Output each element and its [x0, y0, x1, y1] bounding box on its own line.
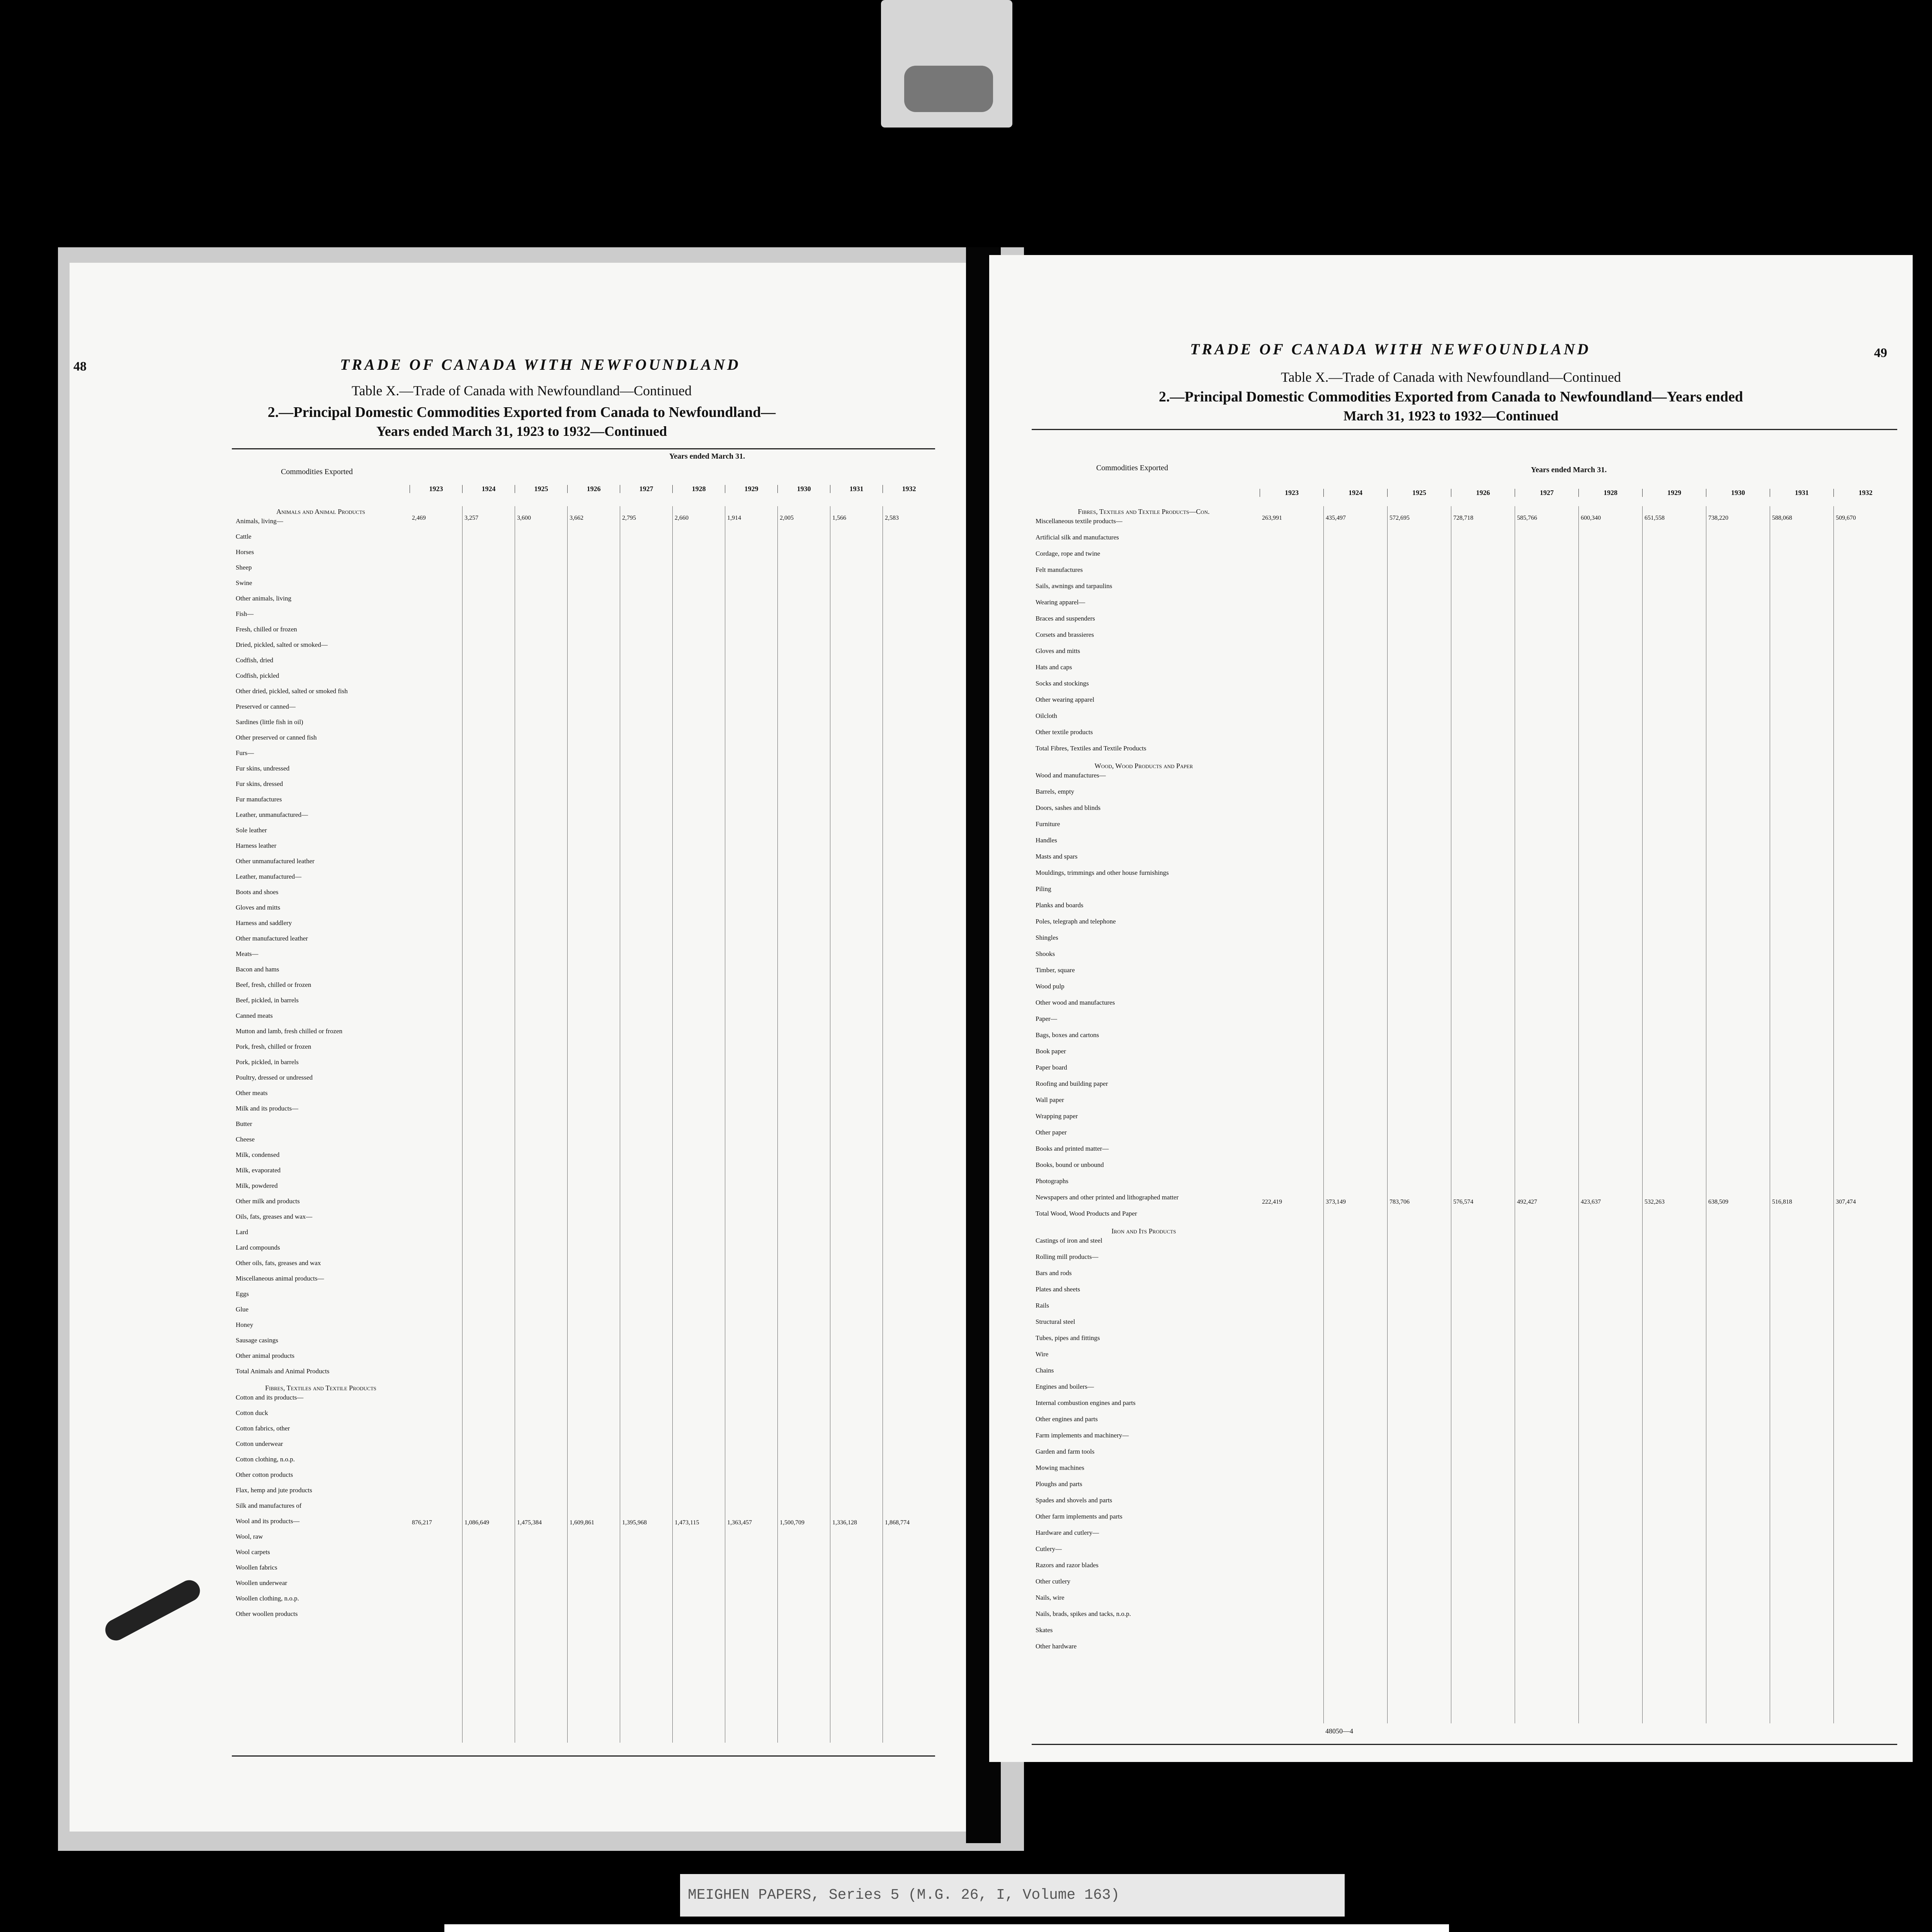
- table-row-label: Photographs: [1036, 1177, 1068, 1185]
- table-cell: 783,706: [1389, 1199, 1410, 1205]
- table-row-label: Horses: [236, 548, 254, 556]
- archive-label: MEIGHEN PAPERS, Series 5 (M.G. 26, I, Volume 163): [680, 1874, 1345, 1917]
- table-cell: 509,670: [1836, 515, 1856, 521]
- table-row-label: Miscellaneous textile products—: [1036, 517, 1122, 525]
- table-row-label: Beef, fresh, chilled or frozen: [236, 981, 311, 988]
- subtitle-left-1: 2.—Principal Domestic Commodities Exported from Canada to Newfoundland—: [267, 404, 776, 420]
- table-row-label: Nails, wire: [1036, 1594, 1065, 1601]
- archives-stamp-card: [444, 1924, 1449, 1932]
- table-row-label: Artificial silk and manufactures: [1036, 534, 1119, 541]
- year-header: 1929: [725, 485, 777, 493]
- table-row-label: Cotton underwear: [236, 1440, 283, 1447]
- year-header: 1932: [883, 485, 935, 493]
- table-row-label: Harness and saddlery: [236, 919, 292, 927]
- year-header: 1928: [672, 485, 725, 493]
- table-title-left: Table X.—Trade of Canada with Newfoundland—Continued: [352, 383, 692, 398]
- table-row-label: Razors and razor blades: [1036, 1561, 1099, 1569]
- table-cell: 307,474: [1836, 1199, 1856, 1205]
- table-cell: 585,766: [1517, 515, 1537, 521]
- table-row-label: Woollen underwear: [236, 1579, 287, 1587]
- table-row-label: Piling: [1036, 885, 1051, 893]
- table-row-label: Milk, powdered: [236, 1182, 278, 1189]
- binder-clip-hole: [904, 66, 993, 112]
- table-row-label: Woollen clothing, n.o.p.: [236, 1595, 299, 1602]
- table-row-label: Other cutlery: [1036, 1578, 1071, 1585]
- column-rule: [1578, 506, 1579, 1723]
- table-row-label: Boots and shoes: [236, 888, 279, 896]
- table-row-label: Other engines and parts: [1036, 1415, 1098, 1423]
- table-row-label: Book paper: [1036, 1048, 1066, 1055]
- table-row-label: Other farm implements and parts: [1036, 1513, 1122, 1520]
- table-row-label: Felt manufactures: [1036, 566, 1083, 573]
- table-row-label: Paper board: [1036, 1064, 1067, 1071]
- table-row-label: Corsets and brassieres: [1036, 631, 1094, 638]
- table-row-label: Shingles: [1036, 934, 1058, 941]
- table-row-label: Oils, fats, greases and wax—: [236, 1213, 313, 1220]
- table-cell: 2,795: [622, 515, 636, 521]
- year-header: 1923: [410, 485, 462, 493]
- year-header: 1929: [1642, 489, 1706, 497]
- table-row-label: Cheese: [236, 1136, 255, 1143]
- table-row-label: Codfish, dried: [236, 656, 274, 664]
- table-row-label: Codfish, pickled: [236, 672, 279, 679]
- table-row-label: Poultry, dressed or undressed: [236, 1074, 313, 1081]
- table-row-label: Timber, square: [1036, 966, 1075, 974]
- table-row-label: Mowing machines: [1036, 1464, 1085, 1471]
- table-row-label: Cotton fabrics, other: [236, 1425, 290, 1432]
- table-row-label: Fur skins, dressed: [236, 780, 283, 787]
- table-row-label: Wire: [1036, 1350, 1049, 1358]
- year-header: 1926: [567, 485, 620, 493]
- table-row-label: Newspapers and other printed and lithographed matter: [1036, 1194, 1179, 1201]
- table-cell: 600,340: [1581, 515, 1601, 521]
- table-cell: 1,475,384: [517, 1519, 542, 1526]
- table-cell: 532,263: [1645, 1199, 1665, 1205]
- table-row-label: Other hardware: [1036, 1643, 1077, 1650]
- year-header: 1924: [462, 485, 515, 493]
- table-row-label: Pork, fresh, chilled or frozen: [236, 1043, 311, 1050]
- table-row-label: Castings of iron and steel: [1036, 1237, 1102, 1244]
- subtitle-right-2: March 31, 1923 to 1932—Continued: [1343, 408, 1559, 423]
- table-cell: 263,991: [1262, 515, 1282, 521]
- table-row-label: Other manufactured leather: [236, 935, 308, 942]
- table-row-label: Beef, pickled, in barrels: [236, 997, 299, 1004]
- numeric-grid-left: [410, 506, 935, 1743]
- left-page: [70, 263, 974, 1832]
- table-row-label: Dried, pickled, salted or smoked—: [236, 641, 328, 648]
- table-row-label: Milk, evaporated: [236, 1167, 281, 1174]
- table-row-label: Other textile products: [1036, 728, 1093, 736]
- table-row-label: Mouldings, trimmings and other house furnishings: [1036, 869, 1169, 876]
- year-header: 1923: [1260, 489, 1323, 497]
- table-row-label: Braces and suspenders: [1036, 615, 1095, 622]
- table-row-label: Structural steel: [1036, 1318, 1075, 1325]
- table-cell: 1,363,457: [727, 1519, 752, 1526]
- table-row-label: Nails, brads, spikes and tacks, n.o.p.: [1036, 1610, 1131, 1617]
- table-row-label: Cotton clothing, n.o.p.: [236, 1456, 295, 1463]
- table-row-label: Wool, raw: [236, 1533, 263, 1540]
- year-header: 1928: [1578, 489, 1642, 497]
- table-row-label: Paper—: [1036, 1015, 1057, 1022]
- table-row-label: Woollen fabrics: [236, 1564, 277, 1571]
- table-row-label: Other cotton products: [236, 1471, 293, 1478]
- table-row-label: Plates and sheets: [1036, 1286, 1080, 1293]
- table-row-label: Rails: [1036, 1302, 1049, 1309]
- table-row-label: Bars and rods: [1036, 1269, 1072, 1277]
- table-row-label: Total Fibres, Textiles and Textile Products: [1036, 745, 1146, 752]
- commodities-header-right: Commodities Exported: [1096, 464, 1168, 472]
- table-cell: 1,609,861: [570, 1519, 594, 1526]
- table-row-label: Other paper: [1036, 1129, 1067, 1136]
- table-cell: 572,695: [1389, 515, 1410, 521]
- table-row-label: Fresh, chilled or frozen: [236, 626, 297, 633]
- table-row-label: Canned meats: [236, 1012, 273, 1019]
- year-header: 1930: [777, 485, 830, 493]
- table-row-label: Lard: [236, 1228, 248, 1236]
- year-header: 1931: [1770, 489, 1833, 497]
- table-row-label: Fur manufactures: [236, 796, 282, 803]
- table-row-label: Other oils, fats, greases and wax: [236, 1259, 321, 1267]
- table-row-label: Cotton and its products—: [236, 1394, 304, 1401]
- year-header: 1932: [1833, 489, 1897, 497]
- year-header: 1931: [830, 485, 883, 493]
- table-row-label: Other woollen products: [236, 1610, 298, 1617]
- table-row-label: Cordage, rope and twine: [1036, 550, 1100, 557]
- table-row-label: Flax, hemp and jute products: [236, 1486, 312, 1494]
- table-row-label: Socks and stockings: [1036, 680, 1089, 687]
- section-heading: Animals and Animal Products: [276, 508, 365, 515]
- table-cell: 3,600: [517, 515, 531, 521]
- page-number-right: 49: [1874, 346, 1887, 360]
- page-number-left: 48: [73, 359, 87, 374]
- table-row-label: Fish—: [236, 610, 254, 617]
- table-row-label: Spades and shovels and parts: [1036, 1497, 1112, 1504]
- table-row-label: Ploughs and parts: [1036, 1480, 1082, 1488]
- table-row-label: Handles: [1036, 837, 1057, 844]
- column-rule: [1642, 506, 1643, 1723]
- table-row-label: Sheep: [236, 564, 252, 571]
- table-cell: 1,500,709: [780, 1519, 804, 1526]
- section-heading: Iron and Its Products: [1111, 1227, 1176, 1235]
- table-row-label: Wrapping paper: [1036, 1112, 1078, 1120]
- table-cell: 876,217: [412, 1519, 432, 1526]
- column-rule: [567, 506, 568, 1743]
- subtitle-left-2: Years ended March 31, 1923 to 1932—Continued: [376, 423, 667, 439]
- table-row-label: Tubes, pipes and fittings: [1036, 1334, 1100, 1342]
- row-labels-right: [1036, 506, 1252, 1658]
- table-cell: 2,005: [780, 515, 794, 521]
- table-row-label: Other wearing apparel: [1036, 696, 1094, 703]
- table-row-label: Butter: [236, 1120, 252, 1128]
- table-row-label: Planks and boards: [1036, 901, 1083, 909]
- table-row-label: Mutton and lamb, fresh chilled or frozen: [236, 1027, 343, 1035]
- table-cell: 492,427: [1517, 1199, 1537, 1205]
- table-cell: 435,497: [1326, 515, 1346, 521]
- table-row-label: Sails, awnings and tarpaulins: [1036, 582, 1112, 590]
- table-cell: 1,336,128: [832, 1519, 857, 1526]
- table-row-label: Bacon and hams: [236, 966, 279, 973]
- column-rule: [672, 506, 673, 1743]
- table-cell: 423,637: [1581, 1199, 1601, 1205]
- table-row-label: Books and printed matter—: [1036, 1145, 1109, 1152]
- footnote-code: 48050—4: [1325, 1727, 1353, 1735]
- table-row-label: Sausage casings: [236, 1337, 279, 1344]
- table-cell: 2,469: [412, 515, 426, 521]
- column-rule: [777, 506, 778, 1743]
- table-row-label: Barrels, empty: [1036, 788, 1075, 795]
- section-heading: Fibres, Textiles and Textile Products: [265, 1384, 376, 1392]
- table-title-right: Table X.—Trade of Canada with Newfoundland—Continued: [1281, 369, 1621, 385]
- table-row-label: Leather, unmanufactured—: [236, 811, 308, 818]
- years-label-left: Years ended March 31.: [669, 452, 745, 461]
- table-row-label: Other unmanufactured leather: [236, 857, 315, 865]
- column-rule: [462, 506, 463, 1743]
- table-cell: 1,395,968: [622, 1519, 647, 1526]
- running-header-right: TRADE OF CANADA WITH NEWFOUNDLAND: [1190, 340, 1591, 358]
- year-header: 1924: [1323, 489, 1387, 497]
- table-row-label: Gloves and mitts: [1036, 647, 1080, 655]
- table-row-label: Glue: [236, 1306, 249, 1313]
- table-row-label: Shooks: [1036, 950, 1055, 957]
- year-header: 1925: [515, 485, 567, 493]
- year-header: 1930: [1706, 489, 1770, 497]
- table-row-label: Hats and caps: [1036, 663, 1072, 671]
- year-columns-left: [410, 485, 935, 493]
- table-row-label: Other animal products: [236, 1352, 295, 1359]
- table-row-label: Leather, manufactured—: [236, 873, 302, 880]
- table-row-label: Hardware and cutlery—: [1036, 1529, 1099, 1536]
- table-row-label: Furniture: [1036, 820, 1060, 828]
- years-label-right: Years ended March 31.: [1531, 466, 1607, 474]
- section-heading: Fibres, Textiles and Textile Products—Con.: [1078, 508, 1210, 515]
- table-row-label: Garden and farm tools: [1036, 1448, 1095, 1455]
- table-row-label: Wood pulp: [1036, 983, 1065, 990]
- table-row-label: Lard compounds: [236, 1244, 280, 1251]
- column-rule: [1323, 506, 1324, 1723]
- row-labels-left: [236, 506, 406, 1625]
- table-row-label: Harness leather: [236, 842, 277, 849]
- table-row-label: Swine: [236, 579, 252, 587]
- table-row-label: Sole leather: [236, 827, 267, 834]
- table-cell: 2,583: [885, 515, 899, 521]
- table-row-label: Skates: [1036, 1626, 1053, 1634]
- table-row-label: Cotton duck: [236, 1409, 268, 1417]
- table-row-label: Silk and manufactures of: [236, 1502, 302, 1509]
- table-cell: 1,914: [727, 515, 741, 521]
- table-row-label: Oilcloth: [1036, 712, 1057, 719]
- table-row-label: Milk, condensed: [236, 1151, 280, 1158]
- table-cell: 3,257: [464, 515, 478, 521]
- year-header: 1927: [1515, 489, 1578, 497]
- table-row-label: Masts and spars: [1036, 853, 1078, 860]
- numeric-grid-right: [1260, 506, 1897, 1723]
- table-row-label: Wool and its products—: [236, 1517, 300, 1525]
- table-row-label: Other animals, living: [236, 595, 292, 602]
- table-cell: 516,818: [1772, 1199, 1792, 1205]
- table-cell: 1,566: [832, 515, 846, 521]
- table-row-label: Books, bound or unbound: [1036, 1161, 1104, 1168]
- table-row-label: Cattle: [236, 533, 252, 540]
- table-row-label: Animals, living—: [236, 517, 283, 525]
- table-row-label: Honey: [236, 1321, 253, 1328]
- column-rule: [1387, 506, 1388, 1723]
- table-row-label: Meats—: [236, 950, 259, 957]
- year-header: 1926: [1451, 489, 1515, 497]
- table-row-label: Wood and manufactures—: [1036, 772, 1106, 779]
- table-row-label: Pork, pickled, in barrels: [236, 1058, 299, 1066]
- table-cell: 576,574: [1453, 1199, 1473, 1205]
- table-row-label: Eggs: [236, 1290, 249, 1298]
- table-row-label: Other meats: [236, 1089, 268, 1097]
- table-row-label: Engines and boilers—: [1036, 1383, 1094, 1390]
- table-row-label: Other wood and manufactures: [1036, 999, 1115, 1006]
- table-cell: 2,660: [675, 515, 689, 521]
- table-row-label: Total Animals and Animal Products: [236, 1367, 330, 1375]
- table-row-label: Fur skins, undressed: [236, 765, 290, 772]
- column-rule: [1833, 506, 1834, 1723]
- table-cell: 373,149: [1326, 1199, 1346, 1205]
- subtitle-right-1: 2.—Principal Domestic Commodities Exported from Canada to Newfoundland—Years ended: [1159, 389, 1743, 405]
- table-row-label: Chains: [1036, 1367, 1054, 1374]
- table-row-label: Rolling mill products—: [1036, 1253, 1099, 1260]
- year-header: 1927: [620, 485, 672, 493]
- table-cell: 651,558: [1645, 515, 1665, 521]
- table-row-label: Wearing apparel—: [1036, 599, 1085, 606]
- table-row-label: Miscellaneous animal products—: [236, 1275, 324, 1282]
- table-cell: 222,419: [1262, 1199, 1282, 1205]
- table-cell: 1,868,774: [885, 1519, 910, 1526]
- table-row-label: Total Wood, Wood Products and Paper: [1036, 1210, 1137, 1217]
- table-row-label: Wall paper: [1036, 1096, 1064, 1104]
- year-columns-right: [1260, 489, 1897, 497]
- table-row-label: Furs—: [236, 749, 254, 757]
- running-header-left: TRADE OF CANADA WITH NEWFOUNDLAND: [340, 356, 741, 373]
- table-row-label: Bags, boxes and cartons: [1036, 1031, 1099, 1039]
- table-row-label: Farm implements and machinery—: [1036, 1432, 1129, 1439]
- table-row-label: Poles, telegraph and telephone: [1036, 918, 1116, 925]
- table-row-label: Cutlery—: [1036, 1545, 1062, 1553]
- table-row-label: Other milk and products: [236, 1197, 300, 1205]
- table-cell: 638,509: [1708, 1199, 1728, 1205]
- table-cell: 588,068: [1772, 515, 1792, 521]
- table-row-label: Other preserved or canned fish: [236, 734, 317, 741]
- table-row-label: Roofing and building paper: [1036, 1080, 1108, 1087]
- table-cell: 738,220: [1708, 515, 1728, 521]
- table-row-label: Gloves and mitts: [236, 904, 281, 911]
- table-row-label: Other dried, pickled, salted or smoked fish: [236, 687, 348, 695]
- table-row-label: Preserved or canned—: [236, 703, 296, 710]
- table-row-label: Doors, sashes and blinds: [1036, 804, 1101, 811]
- table-row-label: Internal combustion engines and parts: [1036, 1399, 1136, 1406]
- table-row-label: Wool carpets: [236, 1548, 270, 1556]
- year-header: 1925: [1387, 489, 1451, 497]
- section-heading: Wood, Wood Products and Paper: [1094, 762, 1193, 770]
- table-row-label: Sardines (little fish in oil): [236, 718, 303, 726]
- table-cell: 1,473,115: [675, 1519, 699, 1526]
- table-cell: 1,086,649: [464, 1519, 489, 1526]
- table-cell: 728,718: [1453, 515, 1473, 521]
- right-page: [989, 255, 1913, 1762]
- commodities-header-left: Commodities Exported: [281, 468, 353, 476]
- table-row-label: Milk and its products—: [236, 1105, 298, 1112]
- table-cell: 3,662: [570, 515, 583, 521]
